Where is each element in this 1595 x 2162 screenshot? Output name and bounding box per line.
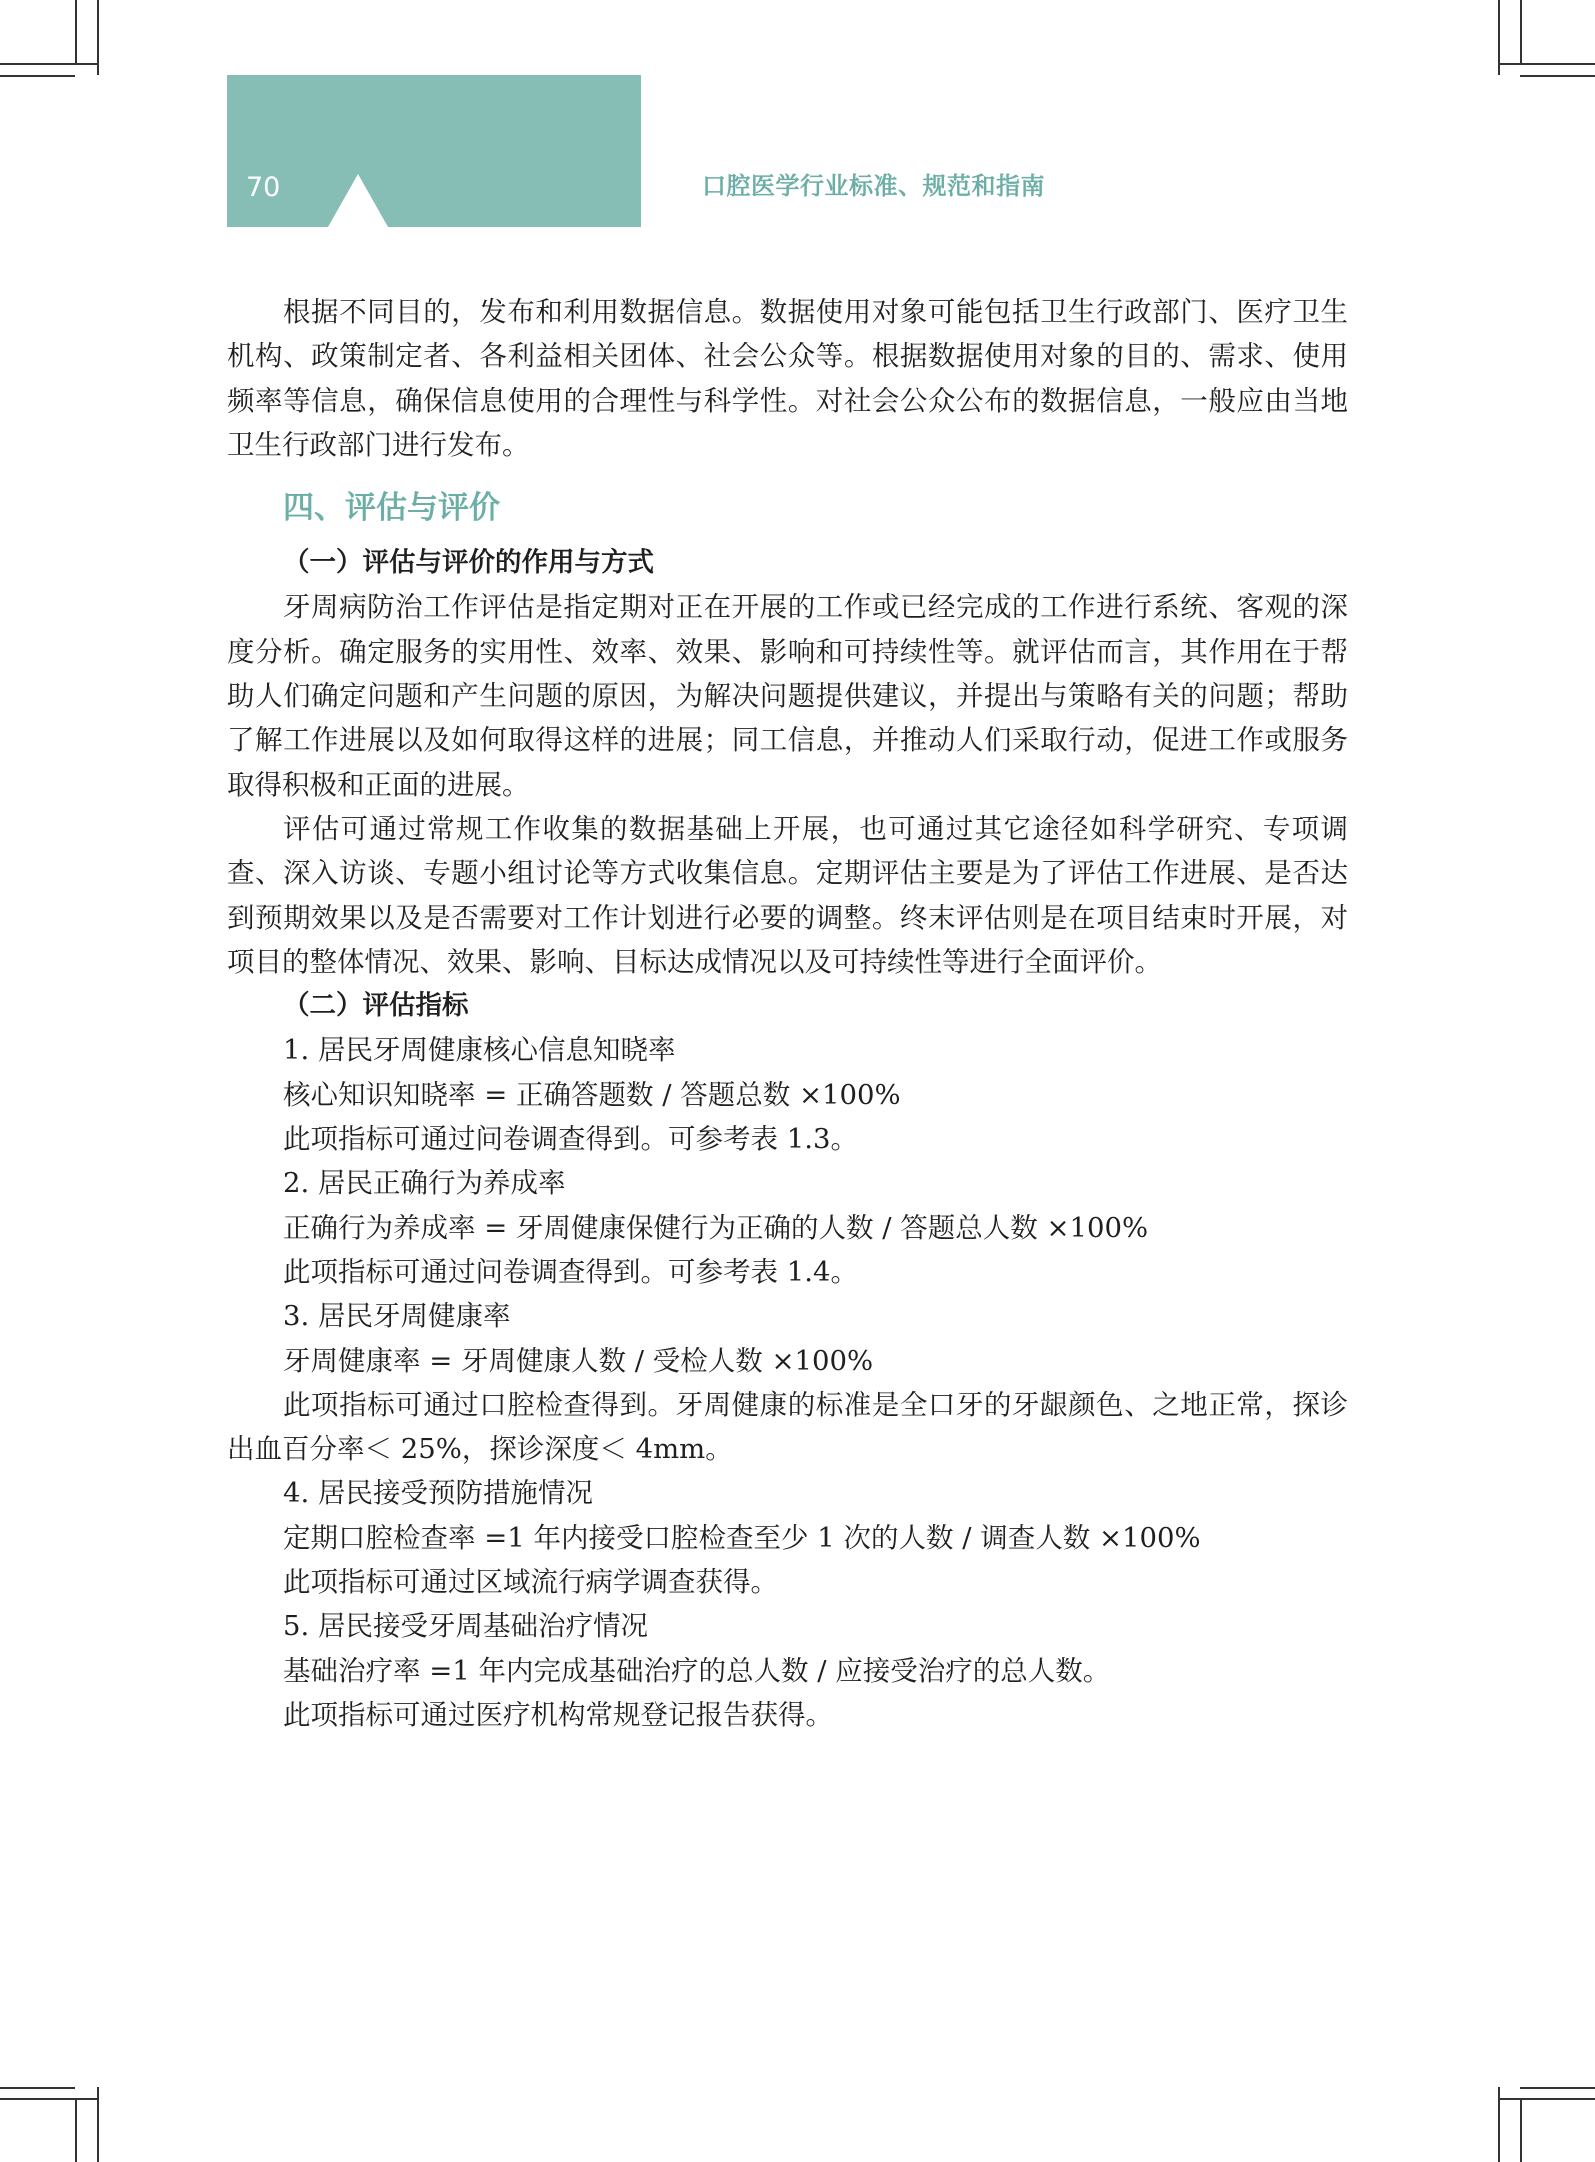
indicator-formula: 正确行为养成率 = 牙周健康保健行为正确的人数 / 答题总人数 ×100% (283, 1211, 1149, 1244)
indicator-note: 此项指标可通过区域流行病学调查获得。 (283, 1566, 778, 1599)
indicator-title: 3. 居民牙周健康率 (283, 1300, 511, 1333)
crop-mark-top-left-h (0, 63, 97, 65)
body-paragraph: 牙周病防治工作评估是指定期对正在开展的工作或已经完成的工作进行系统、客观的深度分析。确定服务的实用性、效率、效果、影响和可持续性等。就评估而言，其作用在于帮助人们确定问题和产生问题的原因，为解决问题提供建议，并提出与策略有关的问题；帮助了解工作进展以及如何取得这样的进展；同工信息，并推动人们采取行动，促进工作或服务取得积极和正面的进展。 (227, 591, 1348, 801)
indicator-title: 2. 居民正确行为养成率 (283, 1167, 566, 1200)
indicator-formula: 定期口腔检查率 =1 年内接受口腔检查至少 1 次的人数 / 调查人数 ×100% (283, 1521, 1201, 1554)
crop-mark-bottom-right-h (1498, 2098, 1595, 2100)
indicator-title: 5. 居民接受牙周基础治疗情况 (283, 1610, 648, 1643)
crop-mark-top-right-v2 (1520, 0, 1522, 63)
intro-paragraph: 根据不同目的，发布和利用数据信息。数据使用对象可能包括卫生行政部门、医疗卫生机构、政策制定者、各利益相关团体、社会公众等。根据数据使用对象的目的、需求、使用频率等信息，确保信息使用的合理性与科学性。对社会公众公布的数据信息，一般应由当地卫生行政部门进行发布。 (227, 296, 1348, 461)
crop-mark-bottom-right-h2 (1520, 2087, 1595, 2089)
crop-mark-bottom-left-h2 (0, 2087, 75, 2089)
indicator-formula: 牙周健康率 = 牙周健康人数 / 受检人数 ×100% (283, 1344, 874, 1377)
indicator-title: 1. 居民牙周健康核心信息知晓率 (283, 1034, 676, 1067)
body-paragraph: 评估可通过常规工作收集的数据基础上开展，也可通过其它途径如科学研究、专项调查、深入访谈、专题小组讨论等方式收集信息。定期评估主要是为了评估工作进展、是否达到预期效果以及是否需要对工作计划进行必要的调整。终末评估则是在项目结束时开展，对项目的整体情况、效果、影响、目标达成情况以及可持续性等进行全面评价。 (227, 812, 1348, 978)
header-band (227, 75, 641, 227)
crop-mark-bottom-left-v2 (75, 2098, 77, 2162)
crop-mark-top-right-h (1498, 63, 1595, 65)
subsection-heading-1: （一）评估与评价的作用与方式 (283, 547, 654, 579)
page-number: 70 (246, 172, 281, 203)
indicator-formula: 核心知识知晓率 = 正确答题数 / 答题总数 ×100% (283, 1078, 901, 1111)
indicator-note: 此项指标可通过问卷调查得到。可参考表 1.4。 (283, 1255, 858, 1288)
crop-mark-top-left-v (97, 0, 99, 75)
crop-mark-top-left-v2 (75, 0, 77, 63)
crop-mark-bottom-right-v2 (1520, 2098, 1522, 2162)
indicator-formula: 基础治疗率 =1 年内完成基础治疗的总人数 / 应接受治疗的总人数。 (283, 1654, 1111, 1687)
crop-mark-top-right-v (1498, 0, 1500, 75)
indicator-note: 此项指标可通过问卷调查得到。可参考表 1.3。 (283, 1123, 858, 1156)
header-notch (328, 174, 388, 227)
indicator-note: 此项指标可通过医疗机构常规登记报告获得。 (283, 1698, 833, 1731)
crop-mark-bottom-left-v (97, 2087, 99, 2162)
crop-mark-top-right-h2 (1520, 75, 1595, 77)
running-title: 口腔医学行业标准、规范和指南 (702, 172, 1045, 200)
crop-mark-top-left-h2 (0, 75, 75, 77)
main-content (227, 290, 1348, 1737)
subsection-heading-2: （二）评估指标 (283, 990, 469, 1022)
crop-mark-bottom-right-v (1498, 2087, 1500, 2162)
section-heading: 四、评估与评价 (283, 490, 500, 527)
indicator-note: 此项指标可通过口腔检查得到。牙周健康的标准是全口牙的牙龈颜色、之地正常，探诊出血百分率＜ 25%，探诊深度＜ 4mm。 (227, 1388, 1348, 1466)
indicator-title: 4. 居民接受预防措施情况 (283, 1477, 593, 1510)
crop-mark-bottom-left-h (0, 2098, 97, 2100)
